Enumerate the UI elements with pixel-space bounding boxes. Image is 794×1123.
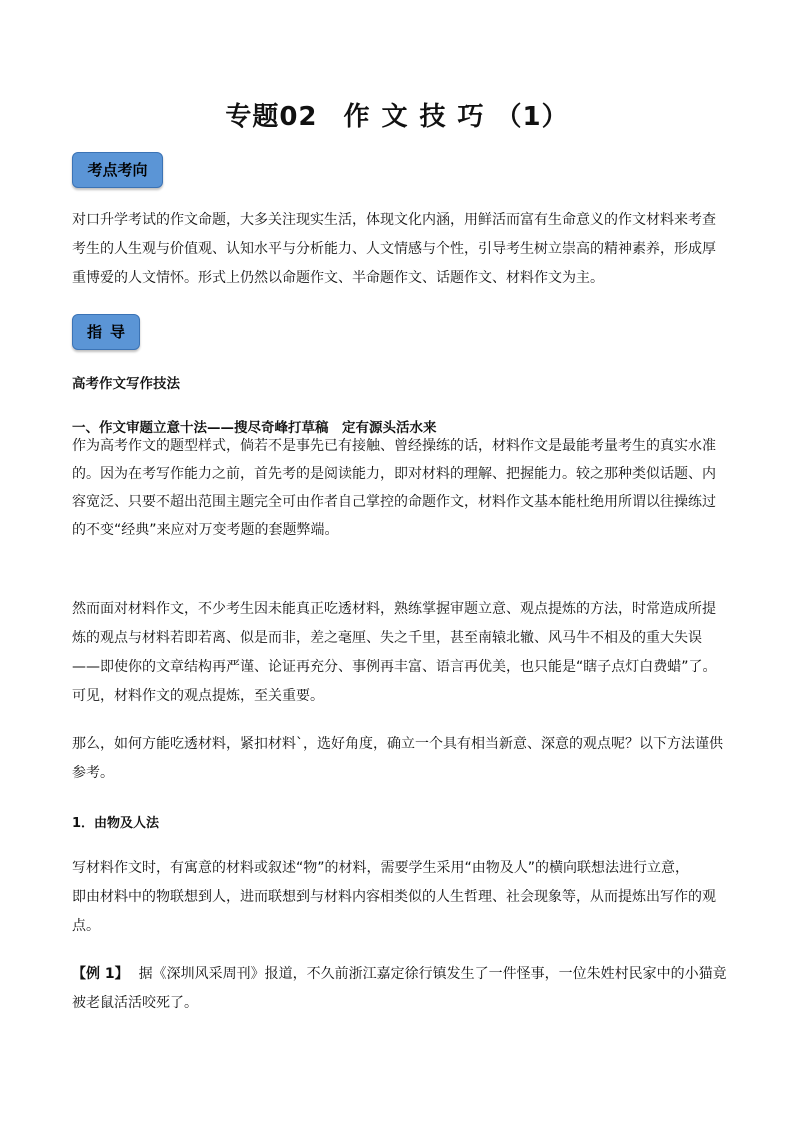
paragraph-line: 然而面对材料作文，不少考生因未能真正吃透材料，熟练掌握审题立意、观点提炼的方法，时常造成所提 xyxy=(72,601,716,617)
paragraph-line: 炼的观点与材料若即若离、似是而非，差之毫厘、失之千里，甚至南辕北辙、风马牛不相及的重大失误 xyxy=(72,630,702,646)
paragraph-line: 的。因为在考写作能力之前，首先考的是阅读能力，即对材料的理解、把握能力。较之那种类似话题、内 xyxy=(72,466,716,482)
example-label: 【例 1】 xyxy=(72,966,129,982)
paragraph-line: 作为高考作文的题型样式，倘若不是事先已有接触、曾经操练的话，材料作文是最能考量考生的真实水准 xyxy=(72,438,716,454)
intro-paragraph xyxy=(72,206,732,293)
paragraph-line: ——即使你的文章结构再严谨、论证再充分、事例再丰富、语言再优美，也只能是“瞎子点灯白费蜡”了。 xyxy=(72,659,717,675)
intro-line: 考生的人生观与价值观、认知水平与分析能力、人文情感与个性，引导考生树立崇高的精神素养，形成厚 xyxy=(72,241,716,257)
paragraph-common-mistakes xyxy=(72,595,732,711)
section-heading-ten-methods: 一、作文审题立意十法——搜尽奇峰打草稿 定有源头活水来 xyxy=(72,420,437,436)
title-part-number: （1） xyxy=(495,102,569,132)
page-title xyxy=(0,96,794,133)
intro-line: 对口升学考试的作文命题，大多关注现实生活，体现文化内涵，用鲜活而富有生命意义的作文材料来考查 xyxy=(72,212,716,228)
paragraph-line: 的不变“经典”来应对万变考题的套题弊端。 xyxy=(72,522,339,538)
paragraph-line: 可见，材料作文的观点提炼，至关重要。 xyxy=(72,688,324,704)
title-topic-name: 作文技巧 xyxy=(343,102,496,132)
section-badge-kaodian: 考点考向 xyxy=(72,152,163,188)
paragraph-material-essay xyxy=(72,432,732,544)
example-text: 据《深圳风采周刊》报道，不久前浙江嘉定徐行镇发生了一件怪事，一位朱姓村民家中的小猫竟 xyxy=(138,966,727,982)
section-heading-writing-techniques: 高考作文写作技法 xyxy=(72,376,180,392)
paragraph-line: 容宽泛、只要不超出范围主题完全可由作者自己掌控的命题作文，材料作文基本能杜绝用所谓以往操练过 xyxy=(72,494,716,510)
paragraph-question xyxy=(72,730,732,788)
example-line: 被老鼠活活咬死了。 xyxy=(72,995,198,1011)
title-topic-number: 专题02 xyxy=(225,102,318,132)
intro-line: 重博爱的人文情怀。形式上仍然以命题作文、半命题作文、话题作文、材料作文为主。 xyxy=(72,270,604,286)
example-paragraph xyxy=(72,960,732,1018)
method-heading: 1．由物及人法 xyxy=(72,816,160,831)
paragraph-line: 写材料作文时，有寓意的材料或叙述“物”的材料，需要学生采用“由物及人”的横向联想法进行立意， xyxy=(72,860,690,876)
paragraph-line: 参考。 xyxy=(72,765,114,781)
paragraph-line: 即由材料中的物联想到人，进而联想到与材料内容相类似的人生哲理、社会现象等，从而提炼出写作的观 xyxy=(72,889,716,905)
paragraph-line: 点。 xyxy=(72,918,100,934)
paragraph-method-explanation xyxy=(72,854,732,941)
section-badge-zhidao: 指导 xyxy=(72,314,140,350)
example-line xyxy=(72,960,732,989)
paragraph-line: 那么，如何方能吃透材料，紧扣材料`，选好角度，确立一个具有相当新意、深意的观点呢？以下方法谨供 xyxy=(72,736,723,752)
